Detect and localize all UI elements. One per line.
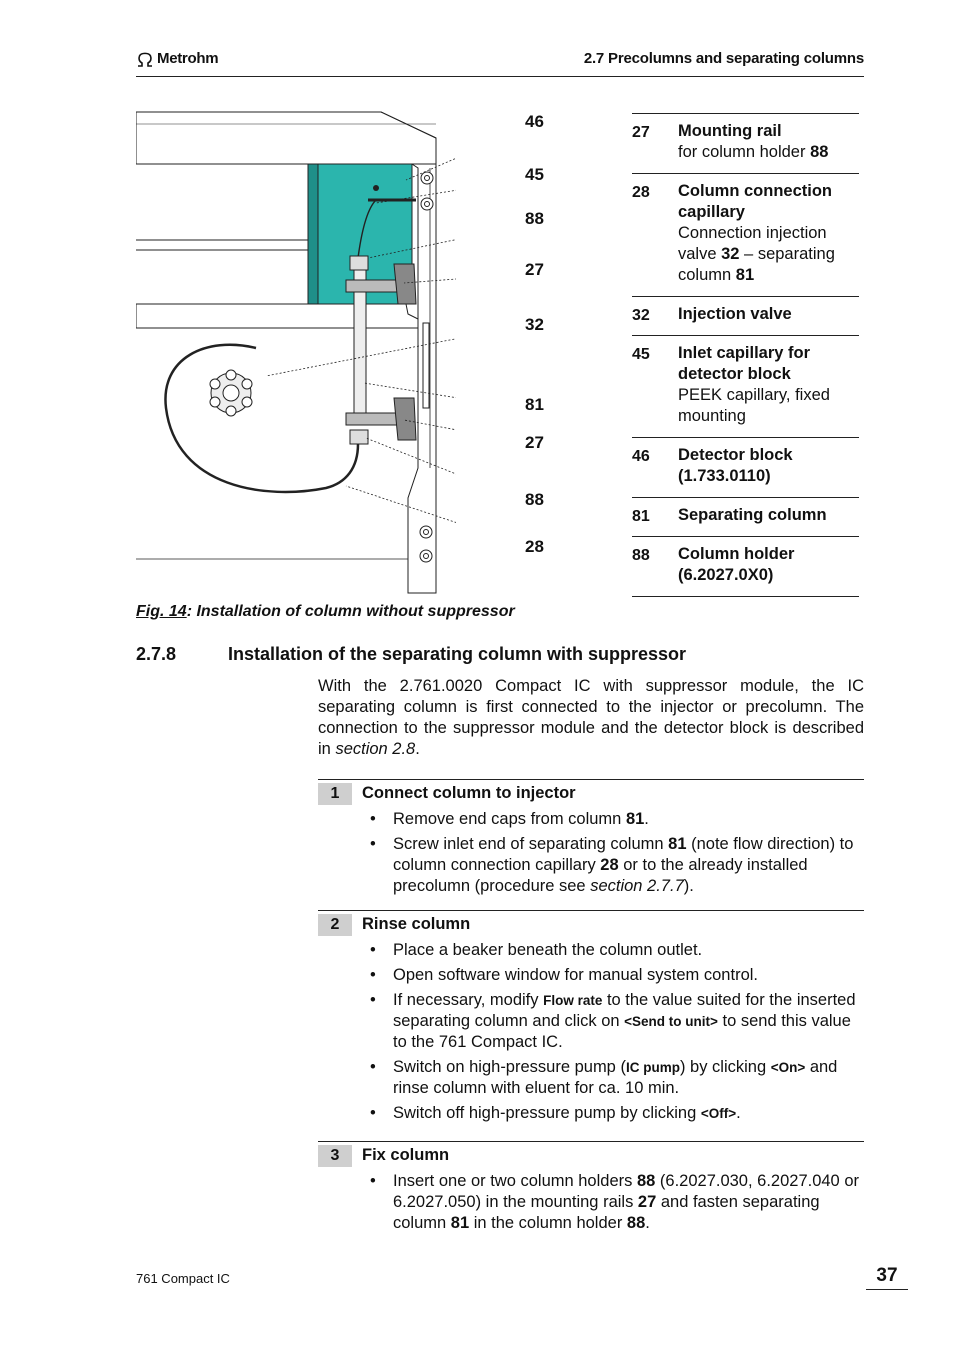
text-run: and fasten separating column xyxy=(393,1193,820,1232)
text-run: . xyxy=(415,740,420,758)
step-3 xyxy=(318,1141,864,1238)
figure-legend xyxy=(632,113,859,597)
legend-row xyxy=(632,497,859,536)
step-bullet-list xyxy=(318,809,864,897)
legend-row xyxy=(632,335,859,437)
legend-number: 32 xyxy=(632,307,650,324)
step-title: Connect column to injector xyxy=(362,784,576,802)
legend-row xyxy=(632,173,859,296)
bullet-item xyxy=(318,1171,864,1234)
legend-title: Column connection capillary xyxy=(678,182,832,221)
callout-45: 45 xyxy=(525,165,544,184)
legend-number: 27 xyxy=(632,124,650,141)
step-1 xyxy=(318,779,864,901)
item-reference: 88 xyxy=(626,1214,646,1232)
footer-product: 761 Compact IC xyxy=(136,1271,230,1286)
ui-label: IC pump xyxy=(625,1060,680,1075)
running-header: 2.7 Precolumns and separating columns xyxy=(583,50,864,67)
header-rule xyxy=(136,76,864,77)
column-installation-figure xyxy=(136,108,456,598)
text-run: . xyxy=(644,810,649,828)
bullet-item xyxy=(318,940,864,961)
legend-title: Inlet capillary for detector block xyxy=(678,344,811,383)
text-run: . xyxy=(736,1104,741,1122)
text-run: ) by clicking xyxy=(679,1058,771,1076)
legend-description xyxy=(678,223,859,286)
callout-27-lower: 27 xyxy=(525,433,544,452)
page-number: 37 xyxy=(866,1265,908,1290)
legend-number: 88 xyxy=(632,547,650,564)
callout-46: 46 xyxy=(525,112,544,131)
legend-title: Injection valve xyxy=(678,305,792,323)
text-run: If necessary, modify xyxy=(393,991,544,1009)
text-run: Insert one or two column holders xyxy=(393,1172,637,1190)
bullet-item xyxy=(318,809,864,830)
item-reference: 88 xyxy=(636,1172,656,1190)
legend-number: 46 xyxy=(632,448,650,465)
item-reference: 81 xyxy=(625,810,645,828)
bullet-item xyxy=(318,834,864,897)
text-run: (6.2027.030, 6.2027.040 or 6.2027.050) in the mounting rails xyxy=(393,1172,859,1211)
bullet-item xyxy=(318,990,864,1053)
section-heading xyxy=(136,644,686,665)
legend-title: Column holder (6.2027.0X0) xyxy=(678,545,795,584)
legend-number: 81 xyxy=(632,508,650,525)
step-title: Fix column xyxy=(362,1146,450,1164)
callout-88-lower: 88 xyxy=(525,490,544,509)
bullet-item xyxy=(318,1103,864,1124)
callout-27: 27 xyxy=(525,260,544,279)
step-header xyxy=(318,1141,864,1167)
item-reference: 28 xyxy=(600,856,619,874)
step-number-badge: 3 xyxy=(318,1145,352,1167)
item-reference: 27 xyxy=(637,1193,657,1211)
text-run: (note flow direction) to column connection capillary xyxy=(393,835,854,874)
legend-text xyxy=(678,505,827,526)
legend-row xyxy=(632,536,859,597)
legend-number: 45 xyxy=(632,346,650,363)
callout-88: 88 xyxy=(525,209,544,228)
text-run: With the 2.761.0020 Compact IC with suppressor module, the IC separating column is first connected to the injector or precolumn. The connection to the suppressor module and the detector block is described in xyxy=(318,677,864,758)
step-number-badge: 2 xyxy=(318,914,352,936)
legend-text xyxy=(678,544,859,586)
section-intro xyxy=(318,676,864,760)
section-reference: section 2.7.7 xyxy=(590,877,684,895)
text-run: Switch off high-pressure pump by clicking xyxy=(393,1104,701,1122)
figure-caption xyxy=(136,603,515,621)
text-run: in the column holder xyxy=(469,1214,627,1232)
text-run: ). xyxy=(683,877,694,895)
section-reference: section 2.8 xyxy=(335,740,416,758)
text-run: Screw inlet end of separating column xyxy=(393,835,669,853)
text-run: Connection injection valve xyxy=(678,224,827,263)
legend-description xyxy=(678,142,828,163)
legend-title: Detector block (1.733.0110) xyxy=(678,446,793,485)
text-run: . xyxy=(645,1214,650,1232)
brand-logo xyxy=(136,50,218,67)
bullet-item xyxy=(318,1057,864,1099)
bullet-item xyxy=(318,965,864,986)
section-number: 2.7.8 xyxy=(136,644,177,664)
figure-ref-link[interactable]: Fig. 14 xyxy=(136,603,187,620)
callout-28: 28 xyxy=(525,537,544,556)
brand-name: Metrohm xyxy=(157,50,219,67)
legend-text xyxy=(678,121,828,163)
legend-title: Separating column xyxy=(678,506,827,524)
omega-logo-icon xyxy=(136,51,154,67)
legend-description xyxy=(678,385,859,427)
legend-title: Mounting rail xyxy=(678,122,782,140)
legend-row xyxy=(632,113,859,173)
text-run: and rinse column with eluent for ca. 10 min. xyxy=(393,1058,838,1097)
text-run: to send this value to the 761 Compact IC. xyxy=(393,1012,851,1051)
callout-32: 32 xyxy=(525,315,544,334)
callout-81: 81 xyxy=(525,395,544,414)
step-header xyxy=(318,910,864,936)
legend-text xyxy=(678,181,859,286)
step-bullet-list xyxy=(318,940,864,1124)
item-reference: 81 xyxy=(450,1214,470,1232)
legend-text xyxy=(678,445,859,487)
text-run: for column holder xyxy=(678,143,811,161)
item-reference: 88 xyxy=(810,143,829,161)
legend-number: 28 xyxy=(632,184,650,201)
text-run: or to the already installed precolumn (procedure see xyxy=(393,856,808,895)
step-number-badge: 1 xyxy=(318,783,352,805)
legend-row xyxy=(632,437,859,497)
text-run: Place a beaker beneath the column outlet. xyxy=(393,941,703,959)
legend-text xyxy=(678,343,859,427)
text-run: Switch on high-pressure pump ( xyxy=(393,1058,626,1076)
caption-text: : Installation of column without suppressor xyxy=(186,603,515,620)
section-title: Installation of the separating column with suppressor xyxy=(228,644,687,664)
ui-label: <Off> xyxy=(700,1106,737,1121)
ui-label: <On> xyxy=(770,1060,806,1075)
step-2 xyxy=(318,910,864,1128)
step-bullet-list xyxy=(318,1171,864,1234)
item-reference: 81 xyxy=(668,835,687,853)
step-header xyxy=(318,779,864,805)
ui-label: Flow rate xyxy=(543,993,603,1008)
item-reference: 32 xyxy=(721,245,740,263)
ui-label: <Send to unit> xyxy=(624,1014,718,1029)
text-run: to the value suited for the inserted separating column and click on xyxy=(393,991,856,1030)
item-reference: 81 xyxy=(735,266,755,284)
legend-row xyxy=(632,296,859,335)
text-run: PEEK capillary, fixed mounting xyxy=(678,386,830,425)
legend-text xyxy=(678,304,792,325)
text-run: Remove end caps from column xyxy=(393,810,626,828)
step-title: Rinse column xyxy=(362,915,471,933)
text-run: – separating column xyxy=(678,245,835,284)
text-run: Open software window for manual system control. xyxy=(393,966,758,984)
